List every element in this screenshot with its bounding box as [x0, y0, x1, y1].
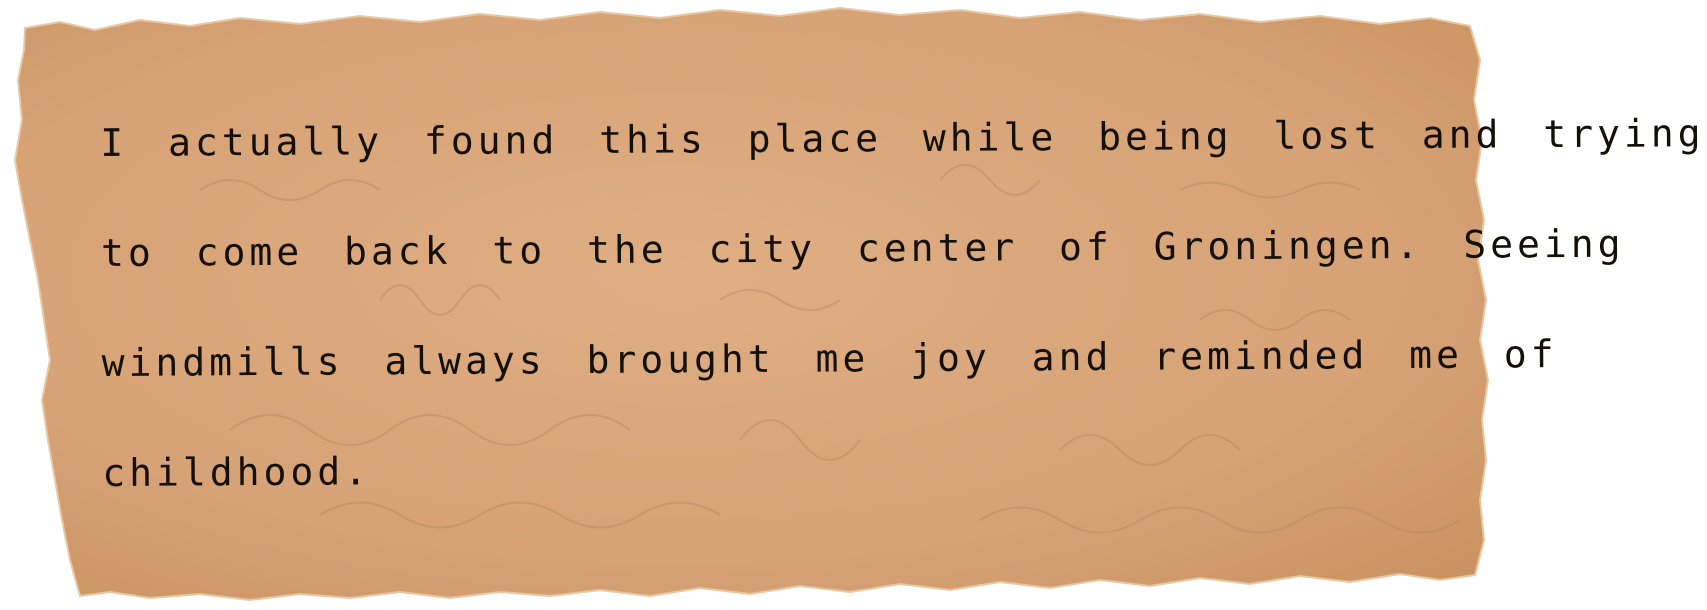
note-line: to come back to the city center of Groningen. Seeing [100, 221, 1625, 275]
note-line: childhood. [102, 449, 372, 495]
handwritten-note-text [100, 84, 1705, 532]
note-line: I actually found this place while being lost and trying [100, 111, 1705, 165]
note-line: windmills always brought me joy and reminded me of [101, 332, 1558, 385]
